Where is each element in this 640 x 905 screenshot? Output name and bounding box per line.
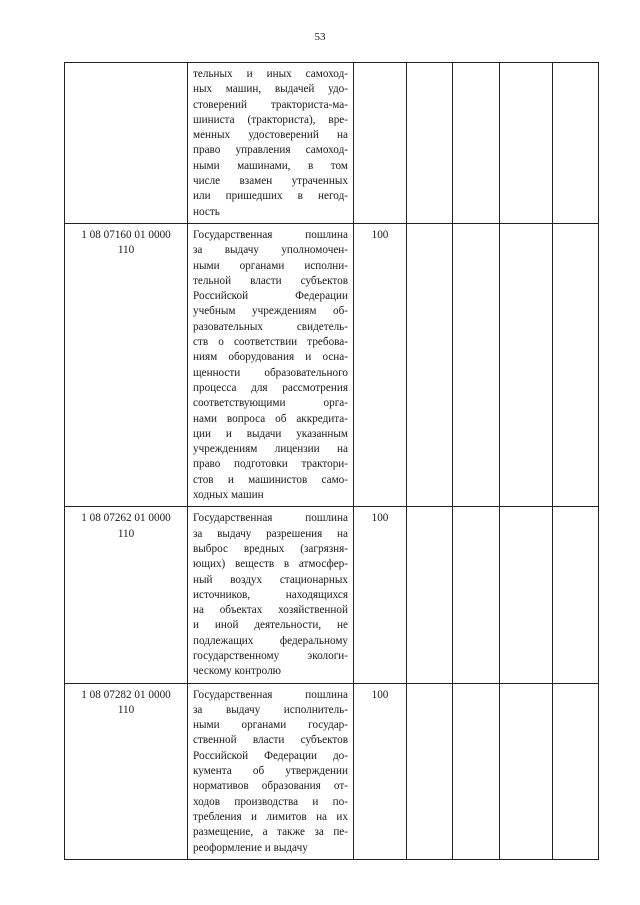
empty-cell <box>407 63 453 224</box>
description-line: ции и выдачи указанным <box>193 427 348 440</box>
description-line: выброс вредных (загрязня- <box>193 542 348 555</box>
description-line: шиниста (тракториста), вре- <box>193 113 348 126</box>
standard-amount-cell: 100 <box>354 223 407 506</box>
empty-cell <box>407 223 453 506</box>
standard-amount-cell: 100 <box>354 683 407 859</box>
description-line: подлежащих федеральному <box>193 634 348 647</box>
description-cell <box>188 63 354 224</box>
empty-cell <box>553 223 599 506</box>
description-line: на объектах хозяйственной <box>193 604 348 617</box>
empty-cell <box>453 63 500 224</box>
classification-code-suffix: 110 <box>117 244 135 257</box>
table-row <box>65 63 599 224</box>
description-line: ными органами государ- <box>193 719 348 732</box>
description-line: учреждениям лицензии на <box>193 443 348 456</box>
description-line: ющих) веществ в атмосфер- <box>193 558 348 571</box>
description-line: щенности образовательного <box>193 366 348 379</box>
description-line: нормативов образования от- <box>193 780 348 793</box>
description-line: ных машин, выдачей удо- <box>193 83 348 96</box>
page-number: 53 <box>314 31 326 43</box>
standard-amount-cell: 100 <box>354 507 407 683</box>
empty-cell <box>500 223 553 506</box>
empty-cell <box>553 507 599 683</box>
description-line: тельных и иных самоход- <box>193 68 348 80</box>
description-line: за выдачу исполнитель- <box>193 703 348 716</box>
description-line: Государственная пошлина <box>193 228 348 241</box>
classification-code-cell <box>65 683 188 859</box>
description-line: ходных машин <box>193 489 264 502</box>
budget-classification-table <box>64 62 599 860</box>
description-line: ходов производства и по- <box>193 795 348 808</box>
empty-cell <box>500 683 553 859</box>
description-line: источников, находящихся <box>193 588 348 601</box>
description-line: тельной власти субъектов <box>193 274 348 287</box>
table-row <box>65 223 599 506</box>
description-line: Российской Федерации <box>193 290 348 303</box>
description-line: ческому контролю <box>193 665 282 678</box>
description-line: или пришедших в негод- <box>193 190 348 203</box>
table-row <box>65 507 599 683</box>
description-line: ными органами исполни- <box>193 259 348 272</box>
empty-cell <box>453 507 500 683</box>
classification-code-cell <box>65 223 188 506</box>
description-line: и иной деятельности, не <box>193 619 348 632</box>
classification-code-cell <box>65 507 188 683</box>
description-line: Государственная пошлина <box>193 512 348 525</box>
description-line: учебным учреждениям об- <box>193 305 348 318</box>
classification-code: 1 08 07262 01 0000 <box>81 512 171 525</box>
description-line: менных удостоверений на <box>193 129 348 142</box>
classification-code-suffix: 110 <box>117 703 135 716</box>
empty-cell <box>407 507 453 683</box>
empty-cell <box>553 683 599 859</box>
empty-cell <box>407 683 453 859</box>
description-line: кумента об утверждении <box>193 765 348 778</box>
classification-code-suffix: 110 <box>117 527 135 540</box>
description-line: процесса для рассмотрения <box>193 381 348 394</box>
description-line: ниям оборудования и осна- <box>193 351 348 364</box>
description-line: ность <box>193 205 220 218</box>
description-line: право подготовки трактори- <box>193 458 348 471</box>
description-line: государственному экологи- <box>193 649 348 662</box>
description-line: ственной власти субъектов <box>193 734 348 747</box>
description-line: ств о соответствии требова- <box>193 336 348 349</box>
description-line: размещение, а также за пе- <box>193 826 348 839</box>
description-line: Российской Федерации до- <box>193 749 348 762</box>
description-line: нами вопроса об аккредита- <box>193 412 348 425</box>
description-line: ными машинами, в том <box>193 159 348 172</box>
empty-cell <box>453 683 500 859</box>
empty-cell <box>453 223 500 506</box>
description-line: требления и лимитов на их <box>193 810 348 823</box>
description-line: реоформление и выдачу <box>193 841 308 854</box>
description-line: стоверений тракториста-ма- <box>193 98 348 111</box>
description-cell <box>188 223 354 506</box>
classification-code-cell <box>65 63 188 224</box>
description-cell <box>188 683 354 859</box>
description-line: за выдачу разрешения на <box>193 527 348 540</box>
description-line: числе взамен утраченных <box>193 175 348 188</box>
description-line: ный воздух стационарных <box>193 573 348 586</box>
description-line: за выдачу уполномочен- <box>193 244 348 257</box>
description-line: разовательных свидетель- <box>193 320 348 333</box>
description-line: право управления самоход- <box>193 144 348 157</box>
table-row <box>65 683 599 859</box>
empty-cell <box>553 63 599 224</box>
description-line: стов и машинистов само- <box>193 473 348 486</box>
standard-amount-cell <box>354 63 407 224</box>
empty-cell <box>500 507 553 683</box>
empty-cell <box>500 63 553 224</box>
description-line: Государственная пошлина <box>193 688 348 701</box>
classification-code: 1 08 07160 01 0000 <box>81 228 171 241</box>
description-line: соответствующими орга- <box>193 397 348 410</box>
classification-code: 1 08 07282 01 0000 <box>81 688 171 701</box>
description-cell <box>188 507 354 683</box>
